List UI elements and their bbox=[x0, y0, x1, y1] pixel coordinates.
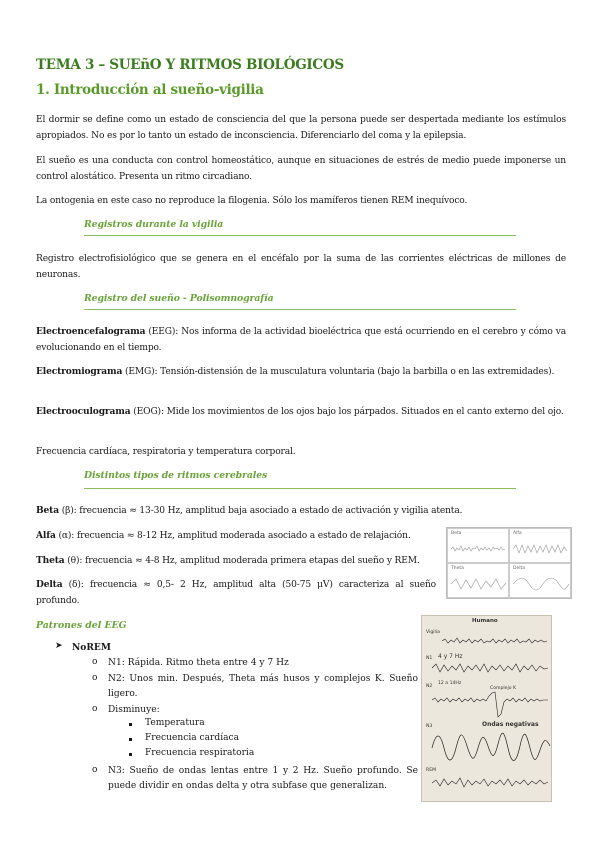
rhythm-delta: Delta (δ): frecuencia ≈ 0,5- 2 Hz, amplitud alta (50-75 μV) caracteriza al sueño profundo. bbox=[36, 579, 436, 606]
eeg-trace-rem bbox=[422, 772, 553, 794]
document-title: TEMA 3 – SUEñO Y RITMOS BIOLÓGICOS bbox=[36, 57, 344, 73]
list-item-frecuencia-cardiaca: Frecuencia cardíaca bbox=[145, 733, 240, 743]
eeg-trace-n1 bbox=[422, 660, 553, 676]
rhythm-beta: Beta (β): frecuencia ≈ 13-30 Hz, amplitud baja asociado a estado de activación y vigilia atenta. bbox=[36, 505, 463, 516]
subheading-polisomnografia: Registro del sueño - Polisomnografía bbox=[84, 293, 274, 304]
section-patrones-eeg: Patrones del EEG bbox=[36, 620, 127, 631]
theta-wave bbox=[451, 576, 507, 592]
list-item-norem: NoREM bbox=[72, 642, 111, 653]
paragraph: Frecuencia cardíaca, respiratoria y temperatura corporal. bbox=[36, 447, 296, 457]
divider bbox=[84, 488, 516, 489]
square-bullet-icon bbox=[129, 738, 132, 741]
subheading-ritmos: Distintos tipos de ritmos cerebrales bbox=[84, 470, 268, 481]
list-item-temperatura: Temperatura bbox=[145, 718, 205, 728]
eeg-trace-n2 bbox=[422, 690, 553, 720]
definition-eeg: Electroencefalograma (EEG): Nos informa de la actividad bioeléctrica que está ocurriendo en el cerebro y cómo va evolucionando en el tiempo. bbox=[36, 326, 566, 353]
paragraph: El dormir se define como un estado de consciencia del que la persona puede ser despertada mediante los estímulos apropiados. No es por lo tanto un estado de inconsciencia. Diferenciarlo del coma y la epilepsia. bbox=[36, 115, 566, 141]
definition-eog: Electrooculograma (EOG): Mide los movimientos de los ojos bajo los párpados. Situados en el canto externo del ojo. bbox=[36, 406, 564, 417]
brain-rhythms-figure bbox=[446, 527, 572, 599]
beta-wave bbox=[451, 541, 507, 557]
paragraph: Registro electrofisiológico que se genera en el encéfalo por la suma de las corrientes eléctricas de millones de neuronas. bbox=[36, 254, 566, 280]
square-bullet-icon bbox=[129, 723, 132, 726]
circle-bullet-icon: o bbox=[92, 765, 98, 775]
section-heading: 1. Introducción al sueño-vigilia bbox=[36, 82, 264, 98]
delta-wave bbox=[513, 576, 569, 592]
rhythm-alfa: Alfa (α): frecuencia ≈ 8-12 Hz, amplitud moderada asociado a estado de relajación. bbox=[36, 530, 411, 541]
list-item-frecuencia-respiratoria: Frecuencia respiratoria bbox=[145, 748, 255, 758]
square-bullet-icon bbox=[129, 753, 132, 756]
circle-bullet-icon: o bbox=[92, 673, 98, 683]
divider bbox=[84, 235, 516, 236]
eeg-trace-n3 bbox=[422, 728, 553, 766]
definition-emg: Electromiograma (EMG): Tensión-distensión de la musculatura voluntaria (bajo la barbilla o en las extremidades). bbox=[36, 366, 555, 377]
list-item-n1: N1: Rápida. Ritmo theta entre 4 y 7 Hz bbox=[108, 658, 289, 668]
rhythm-theta: Theta (θ): frecuencia ≈ 4-8 Hz, amplitud moderada primera etapas del sueño y REM. bbox=[36, 555, 420, 566]
list-item-disminuye: Disminuye: bbox=[108, 705, 160, 715]
rhythm-cell-delta: Delta bbox=[509, 563, 571, 598]
arrow-bullet-icon: ➤ bbox=[55, 641, 63, 651]
eeg-patterns-figure: Humano Vigilia N1 4 y 7 Hz N2 12 a 14Hz Complejo K N3 Ondas negativas REM bbox=[421, 615, 552, 802]
rhythm-cell-theta: Theta bbox=[447, 563, 509, 598]
circle-bullet-icon: o bbox=[92, 657, 98, 667]
list-item-n2: N2: Unos min. Después, Theta más husos y complejos K. Sueño ligero. bbox=[108, 674, 418, 699]
paragraph: El sueño es una conducta con control homeostático, aunque en situaciones de estrés de medio puede imponerse un control alostático. Presenta un ritmo circadiano. bbox=[36, 156, 566, 182]
rhythm-cell-alfa: Alfa bbox=[509, 528, 571, 563]
list-item-n3: N3: Sueño de ondas lentas entre 1 y 2 Hz. Sueño profundo. Se puede dividir en ondas delta y otra subfase que generalizan. bbox=[108, 766, 418, 791]
alfa-wave bbox=[513, 541, 569, 557]
rhythm-cell-beta: Beta bbox=[447, 528, 509, 563]
circle-bullet-icon: o bbox=[92, 704, 98, 714]
subheading-registros-vigilia: Registros durante la vigilia bbox=[84, 219, 224, 230]
divider bbox=[84, 309, 516, 310]
paragraph: La ontogenia en este caso no reproduce la filogenia. Sólo los mamíferos tienen REM inequívoco. bbox=[36, 196, 468, 206]
eeg-trace-vigilia bbox=[422, 634, 553, 648]
